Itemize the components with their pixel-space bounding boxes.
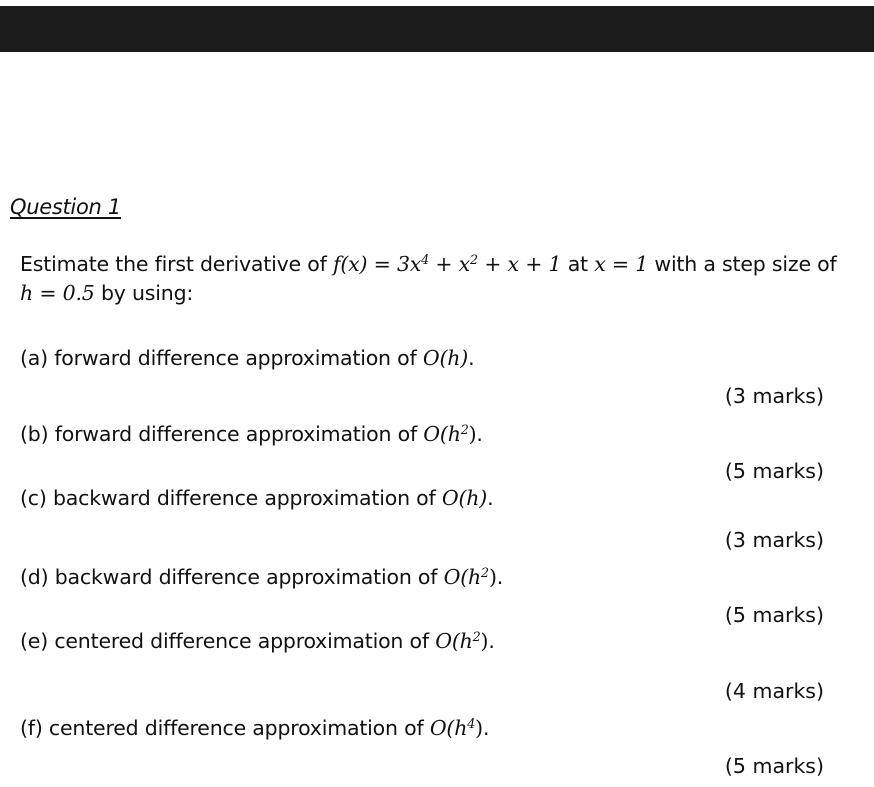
part-d-order-base: O(h [443, 565, 482, 589]
function-rest-2: + x + 1 [477, 252, 562, 276]
part-b-order-exp: 2 [460, 422, 469, 438]
part-a-label: (a) forward difference approximation of [20, 346, 417, 370]
intro-at: at [567, 252, 588, 276]
function-rest-1: + x [429, 252, 471, 276]
part-c-order-base: O(h) [441, 486, 488, 510]
part-d-order: $O(h^2)$ [443, 565, 497, 589]
function-expr: 3x [396, 252, 422, 276]
part-b-marks: (5 marks) [724, 459, 824, 483]
part-f-order-exp: 4 [467, 716, 476, 732]
part-a-order [423, 346, 468, 370]
function-exp: 4 [421, 252, 430, 268]
part-d: (d) backward difference approximation of $O(h^2)$. [20, 565, 504, 589]
part-e-order: $O(h^2)$ [435, 629, 489, 653]
function-name: f(x) [332, 252, 368, 276]
part-f: (f) centered difference approximation of $O(h^4)$. [20, 716, 490, 740]
question-intro-line-2 [20, 281, 193, 305]
question-title: Question 1 [10, 195, 121, 219]
function-formula: $f(x) = 3x^4 + x^2 + x + 1$ [332, 252, 562, 276]
part-f-order-base: O(h [429, 716, 468, 740]
part-d-order-exp: 2 [481, 565, 489, 581]
intro-text: Estimate the first derivative of [20, 252, 327, 276]
part-d-marks: (5 marks) [724, 603, 824, 627]
part-e-order-base: O(h [435, 629, 473, 653]
part-b-order: $O(h^2)$ [423, 422, 477, 446]
part-a: (a) forward difference approximation of O(h). [20, 346, 475, 370]
part-c-label: (c) backward difference approximation of [20, 486, 436, 510]
part-e-label: (e) centered difference approximation of [20, 629, 429, 653]
part-a-order-base: O(h) [422, 346, 469, 370]
part-b-label: (b) forward difference approximation of [20, 422, 417, 446]
x-value: x = 1 [594, 252, 649, 276]
top-bar [0, 6, 874, 52]
part-b: (b) forward difference approximation of $O(h^2)$. [20, 422, 483, 446]
part-f-label: (f) centered difference approximation of [20, 716, 424, 740]
part-b-order-base: O(h [423, 422, 461, 446]
function-exp-2: 2 [470, 252, 478, 268]
intro-step: with a step size of [654, 252, 837, 276]
part-d-label: (d) backward difference approximation of [20, 565, 438, 589]
part-c: (c) backward difference approximation of O(h). [20, 486, 494, 510]
part-e: (e) centered difference approximation of $O(h^2)$. [20, 629, 495, 653]
intro-end: by using: [100, 281, 194, 305]
part-f-marks: (5 marks) [724, 754, 824, 778]
step-size: h = 0.5 [20, 281, 95, 305]
part-f-order: $O(h^4)$ [429, 716, 483, 740]
question-intro-line-1 [20, 252, 837, 276]
part-e-order-exp: 2 [472, 629, 481, 645]
part-e-marks: (4 marks) [724, 679, 824, 703]
part-a-marks: (3 marks) [724, 384, 824, 408]
part-c-order [442, 486, 487, 510]
part-c-marks: (3 marks) [724, 528, 824, 552]
